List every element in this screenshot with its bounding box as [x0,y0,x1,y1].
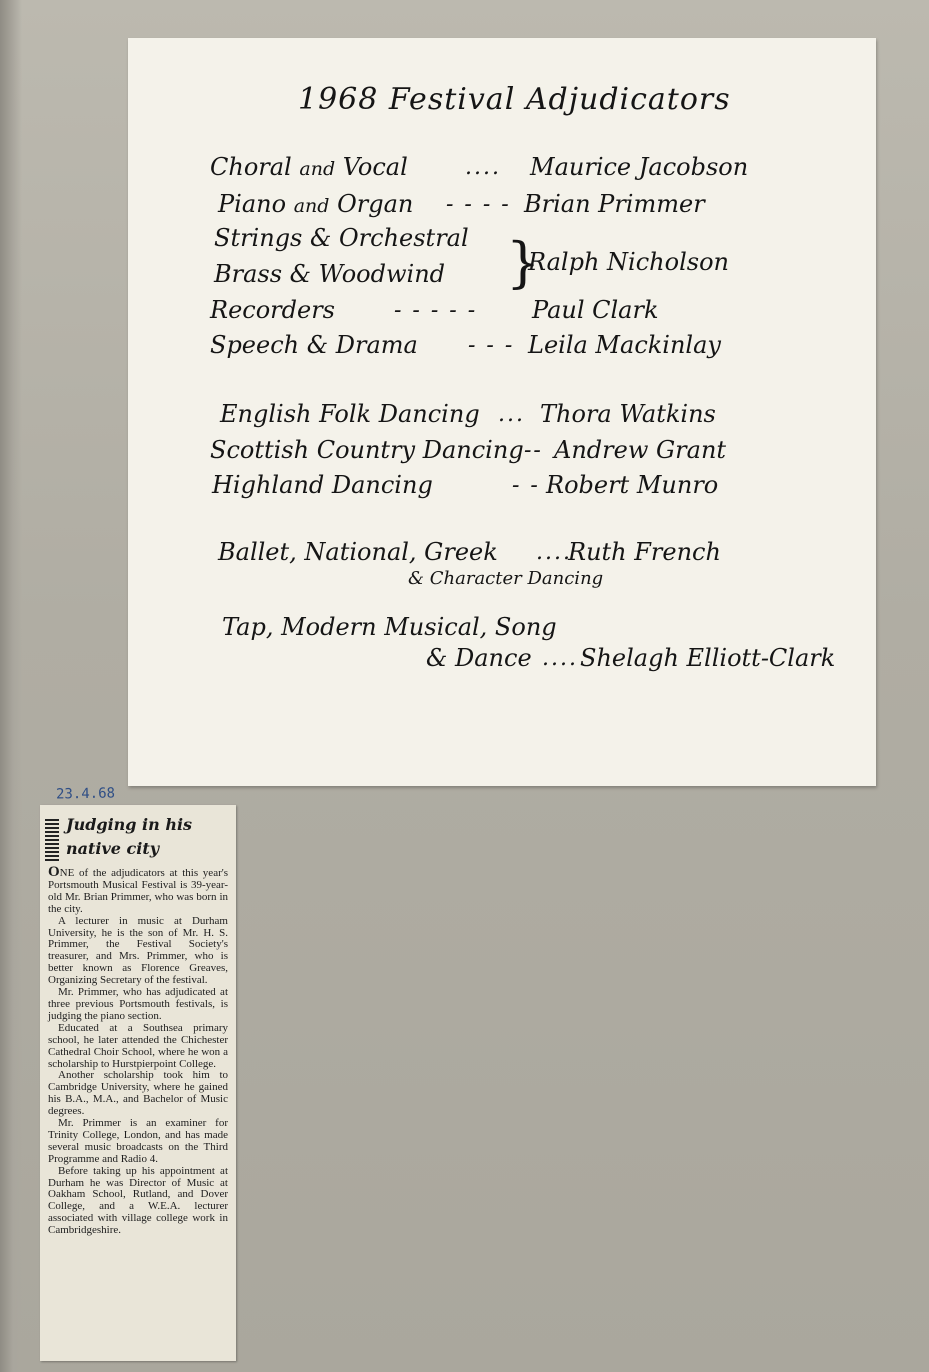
adjudicator-name: Thora Watkins [540,400,716,428]
leader-dots: .... [465,155,501,180]
category-strings: Strings & Orchestral [214,224,469,252]
category-choral: Choral and Vocal [210,153,408,181]
category-english-folk: English Folk Dancing [220,400,480,428]
category-piano: Piano and Organ [218,190,414,218]
adjudicator-name: Leila Mackinlay [528,331,721,359]
adjudicator-name: Ralph Nicholson [528,248,729,276]
category-brass: Brass & Woodwind [214,260,446,288]
category-tap-line2: & Dance [426,644,532,672]
category-speech: Speech & Drama [210,331,418,359]
leader-dots: - - - - [446,192,511,217]
clipping-paragraph: Educated at a Southsea primary school, he later attended the Chichester Cathedral Choir School, where he won a scholarship to Hurstpierpoint College. [48,1021,228,1070]
category-ballet-sub: & Character Dancing [408,568,604,589]
category-ballet: Ballet, National, Greek [218,538,498,566]
adjudicator-name: Paul Clark [532,296,659,324]
leader-dots: ... [498,402,525,427]
category-scottish: Scottish Country Dancing [210,436,524,464]
clipping-paragraph: Mr. Primmer, who has adjudicated at three previous Portsmouth festivals, is judging the piano section. [48,986,228,1022]
adjudicator-name: Robert Munro [546,471,719,499]
clipping-paragraph: A lecturer in music at Durham University, he is the son of Mr. H. S. Primmer, the Festival Society's treasurer, and Mrs. Primmer, who is better known as Florence Greaves, Organizing Secretary of the festival. [48,914,228,987]
adjudicator-name: Shelagh Elliott-Clark [580,644,836,672]
clipping-paragraph: Before taking up his appointment at Durham he was Director of Music at Oakham School, Rutland, and Dover College, and a W.E.A. lecturer associated with village college work in Cambridgeshire. [48,1164,228,1237]
headline-line-1: Judging in his [66,815,193,834]
leader-dots: - - - [468,333,515,358]
headline-line-2: native city [66,839,160,858]
handwritten-date: 23.4.68 [55,785,116,803]
leader-dots: -- [524,438,543,463]
clipping-headline [66,813,231,861]
newspaper-clipping [40,805,236,1361]
clipping-body [48,864,228,1237]
category-tap: Tap, Modern Musical, Song [222,613,557,641]
adjudicator-name: Maurice Jacobson [530,153,749,181]
clipping-paragraph: Another scholarship took him to Cambridge University, where he gained his B.A., M.A., and Bachelor of Music degrees. [48,1069,228,1118]
category-recorders: Recorders [210,296,335,324]
leader-dots: - - - - - [394,298,478,323]
adjudicator-name: Andrew Grant [554,436,727,464]
leader-dots: .... [542,646,578,671]
category-highland: Highland Dancing [212,471,433,499]
clipping-paragraph: ONE of the adjudicators at this year's Portsmouth Musical Festival is 39-year-old Mr. Brian Primmer, who was born in the city. [48,864,228,915]
leader-dots: - - [512,473,540,498]
rule-marker-icon [45,819,59,861]
scrapbook-page-edge [0,0,22,1372]
adjudicator-name: Ruth French [568,538,721,566]
card-title: 1968 Festival Adjudicators [298,82,731,117]
adjudicator-name: Brian Primmer [524,190,705,218]
leader-dots: .... [536,540,572,565]
clipping-paragraph: Mr. Primmer is an examiner for Trinity College, London, and has made several music broadcasts on the Third Programme and Radio 4. [48,1117,228,1165]
dropcap: O [48,864,60,880]
adjudicators-card [128,38,876,786]
group-brace: } [506,231,541,294]
